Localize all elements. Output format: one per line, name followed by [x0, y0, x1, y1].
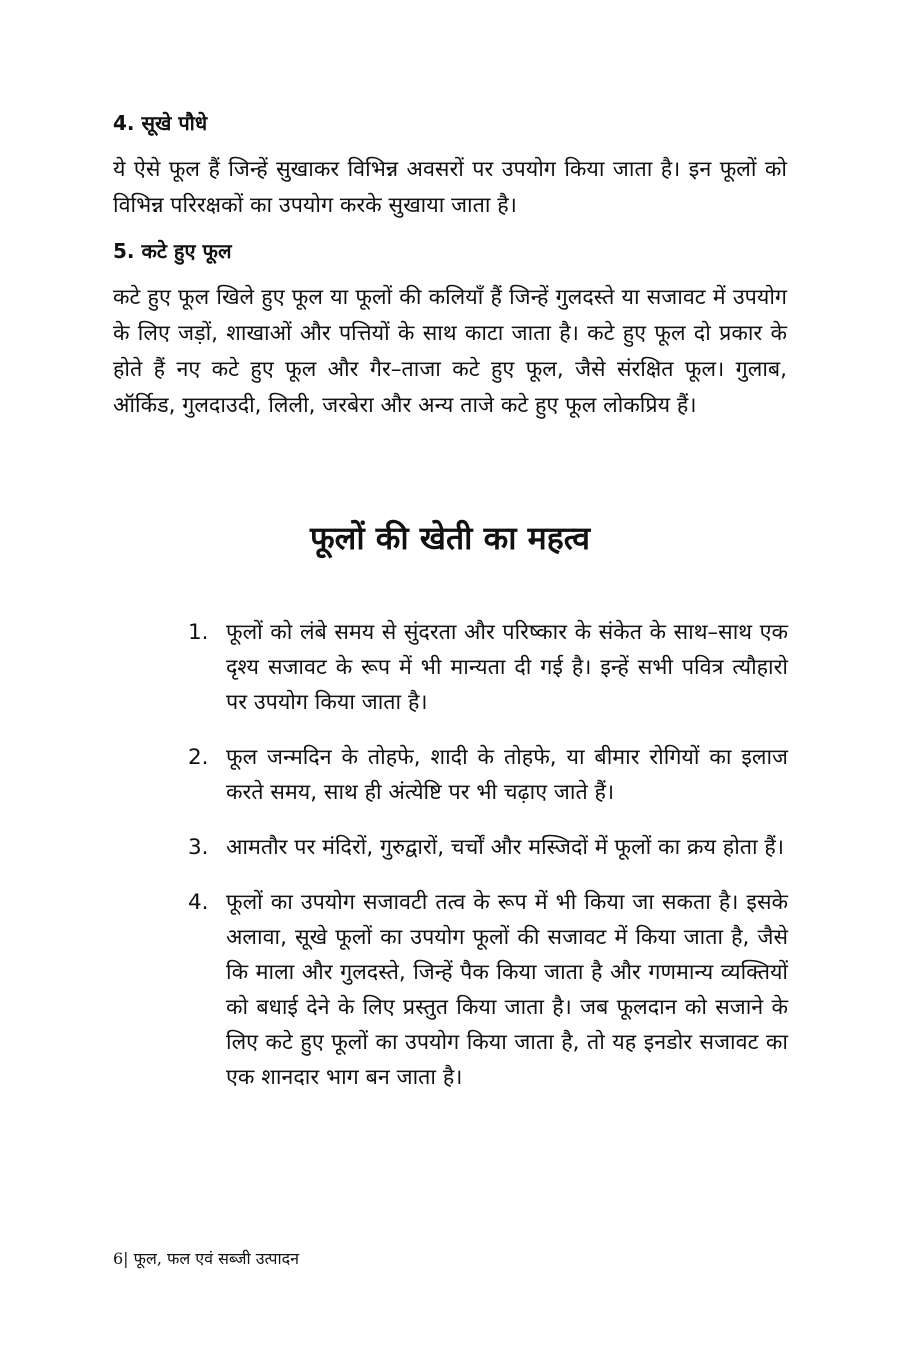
page-number: 6| [113, 1249, 129, 1268]
list-item-text: फूलों को लंबे समय से सुंदरता और परिष्कार के संकेत के साथ–साथ एक दृश्य सजावट के रूप में भी मान्यता दी गई है। इन्हें सभी पवित्र त्यौहारो पर उपयोग किया जाता है। [226, 620, 788, 715]
intro-sections [113, 108, 787, 436]
section-paragraph: ये ऐसे फूल हैं जिन्हें सुखाकर विभिन्न अवसरों पर उपयोग किया जाता है। इन फूलों को विभिन्न परिरक्षकों का उपयोग करके सुखाया जाता है। [113, 157, 787, 218]
page-footer [113, 1248, 299, 1270]
list-item [188, 885, 788, 1095]
list-item-number: 1. [188, 620, 209, 645]
section-cut-flowers [113, 236, 787, 424]
page-title: फूलों की खेती का महत्व [309, 519, 591, 557]
list-item-number: 4. [188, 890, 209, 915]
section-paragraph: कटे हुए फूल खिले हुए फूल या फूलों की कलियाँ हैं जिन्हें गुलदस्ते या सजावट में उपयोग के लिए जड़ों, शाखाओं और पत्तियों के साथ काटा जाता है। कटे हुए फूल दो प्रकार के होते हैं नए कटे हुए फूल और गैर–ताजा कटे हुए फूल, जैसे संरक्षित फूल। गुलाब, ऑर्किड, गुलदाउदी, लिली, जरबेरा और अन्य ताजे कटे हुए फूल लोकप्रिय हैं। [113, 285, 787, 418]
list-item-number: 3. [188, 835, 209, 860]
list-item-text: फूल जन्मदिन के तोहफे, शादी के तोहफे, या बीमार रोगियों का इलाज करते समय, साथ ही अंत्येष्टि पर भी चढ़ाए जाते हैं। [226, 745, 788, 805]
list-item-text: फूलों का उपयोग सजावटी तत्व के रूप में भी किया जा सकता है। इसके अलावा, सूखे फूलों का उपयोग फूलों की सजावट में किया जाता है, जैसे कि माला और गुलदस्ते, जिन्हें पैक किया जाता है और गणमान्य व्यक्तियों को बधाई देने के लिए प्रस्तुत किया जाता है। जब फूलदान को सजाने के लिए कटे हुए फूलों का उपयोग किया जाता है, तो यह इनडोर सजावट का एक शानदार भाग बन जाता है। [226, 890, 788, 1090]
list-item [188, 615, 788, 720]
section-heading: 4. सूखे पौधे [113, 111, 208, 135]
list-item [188, 830, 788, 865]
list-item-text: आमतौर पर मंदिरों, गुरुद्वारों, चर्चों और मस्जिदों में फूलों का क्रय होता हैं। [226, 835, 784, 860]
book-title: फूल, फल एवं सब्जी उत्पादन [128, 1249, 299, 1268]
list-item [188, 740, 788, 810]
section-dried-plants [113, 108, 787, 224]
list-item-number: 2. [188, 745, 209, 770]
importance-list [188, 615, 788, 1115]
section-heading: 5. कटे हुए फूल [113, 239, 232, 263]
